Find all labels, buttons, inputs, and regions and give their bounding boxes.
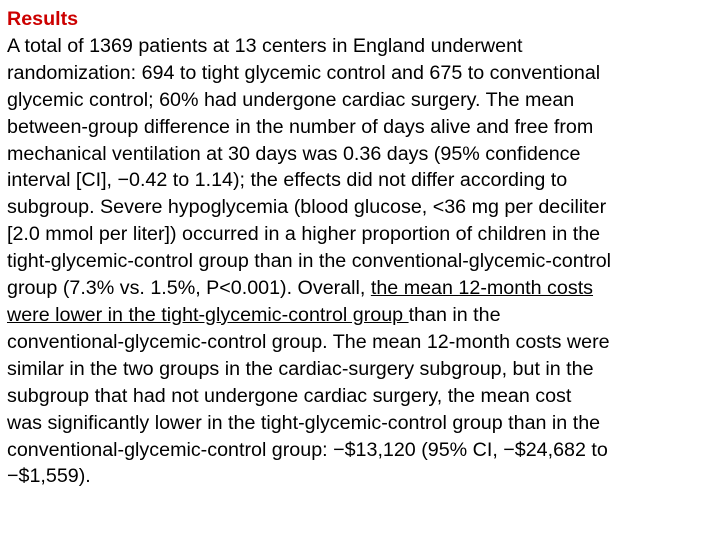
line-text: group (7.3% vs. 1.5%, P<0.001). Overall, <box>7 277 371 300</box>
paragraph-line: subgroup. Severe hypoglycemia (blood glucose, <36 mg per deciliter <box>7 196 607 219</box>
underlined-phrase: were lower in the tight-glycemic-control group <box>7 303 409 326</box>
paragraph-line: A total of 1369 patients at 13 centers in England underwent <box>7 34 523 57</box>
paragraph-line: [2.0 mmol per liter]) occurred in a higher proportion of children in the <box>7 223 601 246</box>
paragraph-line: randomization: 694 to tight glycemic control and 675 to conventional <box>7 61 601 84</box>
line-text: than in the <box>408 303 501 326</box>
paragraph-line: mechanical ventilation at 30 days was 0.36 days (95% confidence <box>7 142 581 165</box>
paragraph-line: conventional-glycemic-control group: −$13,120 (95% CI, −$24,682 to <box>7 438 608 461</box>
results-heading: Results <box>7 8 79 30</box>
paragraph-line <box>7 302 715 329</box>
paragraph-line: glycemic control; 60% had undergone cardiac surgery. The mean <box>7 88 575 111</box>
paragraph-line: tight-glycemic-control group than in the conventional-glycemic-control <box>7 250 612 273</box>
paragraph-line: similar in the two groups in the cardiac-surgery subgroup, but in the <box>7 357 594 380</box>
results-text-block <box>7 6 715 490</box>
underlined-phrase: the mean 12-month costs <box>370 277 594 300</box>
paragraph-line: conventional-glycemic-control group. The mean 12-month costs were <box>7 330 610 353</box>
paragraph-line: −$1,559). <box>7 465 91 488</box>
paragraph-line: subgroup that had not undergone cardiac surgery, the mean cost <box>7 384 572 407</box>
paragraph-line: between-group difference in the number of days alive and free from <box>7 115 594 138</box>
paragraph-line <box>7 275 715 302</box>
paragraph-line: interval [CI], −0.42 to 1.14); the effects did not differ according to <box>7 169 568 192</box>
paragraph-line: was significantly lower in the tight-glycemic-control group than in the <box>7 411 601 434</box>
